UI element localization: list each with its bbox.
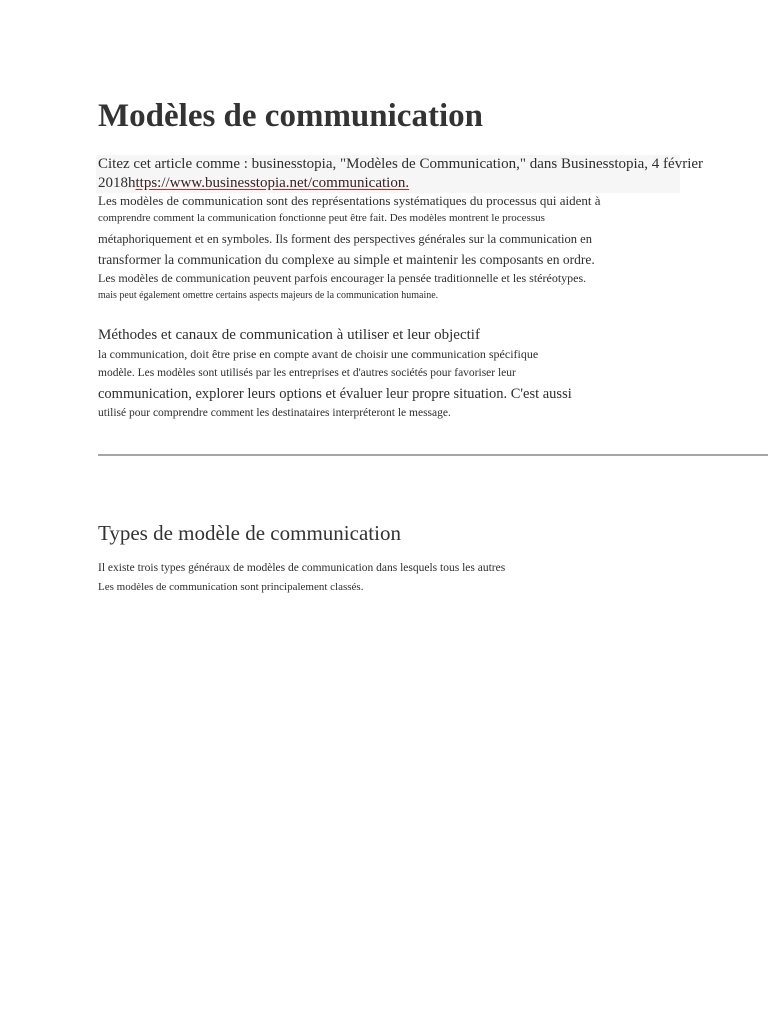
types-line: Les modèles de communication sont principalement classés. bbox=[98, 581, 364, 593]
intro-line: comprendre comment la communication fonctionne peut être fait. Des modèles montrent le processus bbox=[98, 212, 545, 224]
types-line: Il existe trois types généraux de modèles de communication dans lesquels tous les autres bbox=[98, 562, 506, 574]
section-divider bbox=[98, 454, 768, 456]
intro-line: Les modèles de communication sont des représentations systématiques du processus qui aident à bbox=[98, 193, 601, 208]
citation-line bbox=[98, 155, 704, 174]
citation-line bbox=[98, 174, 680, 193]
methods-line: modèle. Les modèles sont utilisés par les entreprises et d'autres sociétés pour favoriser leur bbox=[98, 367, 516, 379]
intro-line: transformer la communication du complexe au simple et maintenir les composants en ordre. bbox=[98, 252, 595, 267]
types-section-title: Types de modèle de communication bbox=[98, 521, 401, 545]
intro-line: Les modèles de communication peuvent parfois encourager la pensée traditionnelle et les stéréotypes. bbox=[98, 271, 587, 285]
citation-box bbox=[96, 155, 704, 193]
citation-year: 2018h bbox=[98, 175, 136, 191]
methods-line: la communication, doit être prise en compte avant de choisir une communication spécifique bbox=[98, 347, 539, 361]
methods-line: communication, explorer leurs options et évaluer leur propre situation. C'est aussi bbox=[98, 386, 572, 402]
citation-text: Citez cet article comme : businesstopia, "Modèles de Communication," dans Businesstopia, 4 février bbox=[98, 156, 704, 172]
methods-heading: Méthodes et canaux de communication à utiliser et leur objectif bbox=[98, 327, 480, 343]
page-title: Modèles de communication bbox=[98, 98, 483, 134]
intro-line: mais peut également omettre certains aspects majeurs de la communication humaine. bbox=[98, 290, 439, 301]
intro-line: métaphoriquement et en symboles. Ils forment des perspectives générales sur la communication en bbox=[98, 232, 592, 246]
methods-line: utilisé pour comprendre comment les destinataires interpréteront le message. bbox=[98, 407, 451, 419]
citation-link[interactable]: ttps://www.businesstopia.net/communication. bbox=[135, 175, 410, 191]
